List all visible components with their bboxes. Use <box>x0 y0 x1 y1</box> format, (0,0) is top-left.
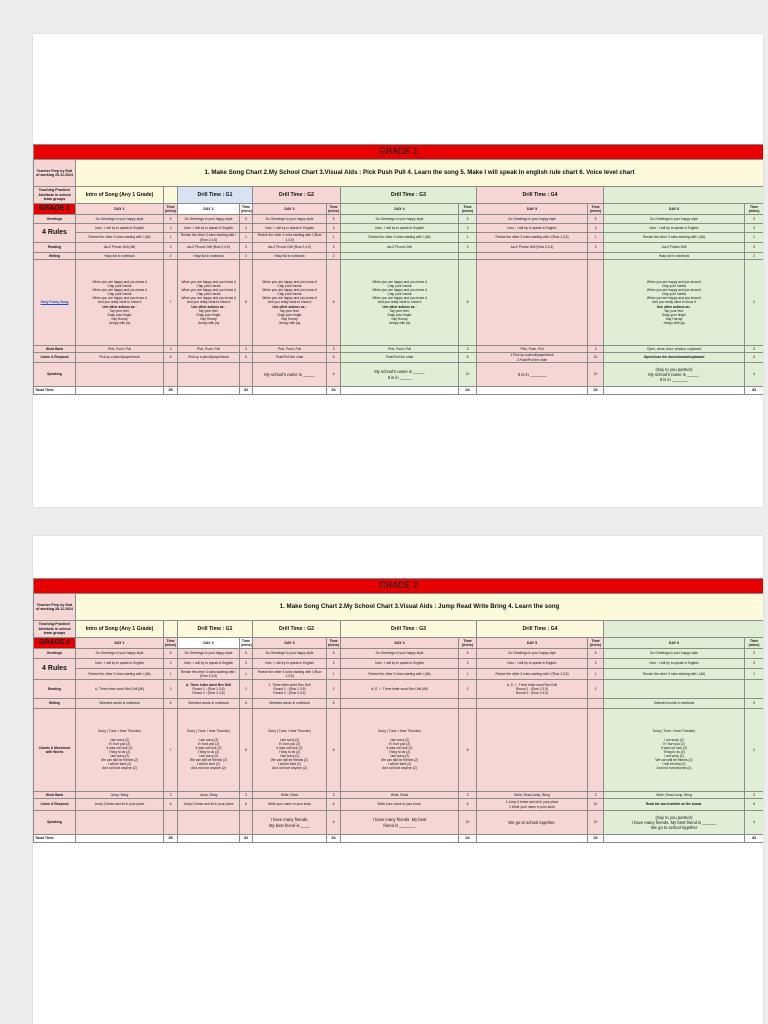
reading-cell: 1. Three letter word Rev Drill Round 1 : (Row 1,3,5) Round 2 : (Row 2,4,5) <box>253 680 327 699</box>
day-header: DAY 5 <box>477 638 588 649</box>
time-cell: 6 <box>327 353 341 363</box>
total-time-value: 33 <box>745 835 764 843</box>
rules-cell: Revise the other 3 rules starting with I (Row 1,3,5) <box>477 669 588 680</box>
intro-song-header: Intro of Song (Any 1 Grade) <box>76 621 164 638</box>
writing-cell: Hoky full in notebook <box>604 253 745 260</box>
rules-cell: Revise the other 3 rules starting with I (All) <box>76 669 164 680</box>
chants-movement-label: Chants & Movement with Words <box>34 709 76 792</box>
time-header: Time (mins) <box>588 638 604 649</box>
listen-cell: Pick up a pencil/paper/book <box>76 353 164 363</box>
time-cell: 3 <box>745 649 764 659</box>
time-cell: 3 <box>588 224 604 233</box>
time-cell: 2 <box>745 709 764 792</box>
listen-cell: Read the word written on the board. <box>604 799 745 811</box>
teacher-prep-label: Teacher Prep by End of working 25.11.2024 <box>34 160 76 187</box>
time-cell: 2 <box>240 680 253 699</box>
word-bank-label: Word Bank <box>34 792 76 799</box>
total-time-value: 35 <box>164 387 178 395</box>
time-cell: 1 <box>588 233 604 243</box>
time-cell: 3 <box>327 659 341 669</box>
grade-1-plan-table <box>33 144 763 395</box>
grade-label: GRADE 1 <box>34 204 76 215</box>
reading-cell: Aa-Z Phonic Drill (Row 2,4,5) <box>253 243 327 253</box>
listen-cell: Jump 3 times and sit in your place <box>178 799 240 811</box>
time-cell: 1 <box>459 233 477 243</box>
time-cell: 5 <box>164 215 178 224</box>
listen-cell: Open/close the door/window/cupboard <box>604 353 745 363</box>
reading-cell: Aa-Z Phonic Drill <box>341 243 459 253</box>
drill-time-g3: Drill Time : G3 <box>341 621 477 638</box>
time-header: Time (mins) <box>241 204 252 213</box>
time-cell: 2 <box>459 680 477 699</box>
teaching-practice-label: Teaching Practice/ Artefacts in school team groups <box>34 187 76 204</box>
reading-cell: A. Three letter word Rev Drill Round 1 : (Row 1,3,5) Round 2 : (Row 2,4,5) <box>178 680 240 699</box>
time-cell: 1 <box>459 669 477 680</box>
song-lyrics-cell: When you are happy and you know it Clap your hands When you are happy and you know it Clap your hands When you are happy and you know it And you really want to show it Use other actions as : Tap your feet, Snap your finger Say Hurray Jumpy with joy <box>604 260 745 346</box>
time-cell: 2 <box>327 680 341 699</box>
total-time-value: 34 <box>327 387 341 395</box>
day-header: DAY 1 <box>76 638 164 649</box>
reading-cell: Aa-Z Phonic Drill (All) <box>76 243 164 253</box>
reading-cell: A. Three letter word Rev Drill (All) <box>76 680 164 699</box>
time-cell: 1 <box>745 233 764 243</box>
time-cell: 10 <box>588 363 604 387</box>
writing-cell: Selected words in notebook <box>604 699 745 709</box>
reading-cell: A, E, I : Three letter word Rev Drill (All) <box>341 680 459 699</box>
total-time-value: 33 <box>588 835 604 843</box>
total-time-value: 34 <box>459 835 477 843</box>
reading-label: Reading <box>34 680 76 699</box>
time-cell: 3 <box>459 243 477 253</box>
time-cell: 3 <box>327 224 341 233</box>
total-time-value: 35 <box>164 835 178 843</box>
writing-cell: Hoky full in notebook <box>178 253 240 260</box>
time-cell: 1 <box>327 233 341 243</box>
greetings-cell: Do Greetings in your happy style <box>76 215 164 224</box>
document-page-2 <box>33 536 763 1024</box>
reading-cell: A, E, I : Three letter word Rev Drill Round 1 : (Row 1,3,5) Round 2 : (Row 2,4,5) <box>477 680 588 699</box>
time-cell: 6 <box>240 353 253 363</box>
time-cell: 8 <box>327 260 341 346</box>
time-cell: 5 <box>164 699 178 709</box>
song-lyrics-cell: When you are happy and you know it Clap your hands When you are happy and you know it Clap your hands When you are happy and you know it And you really want to show it Use other actions as : Tap your feet, Snap your finger Say Hurray Jumpy with joy <box>76 260 164 346</box>
greetings-cell: Do Greetings in your happy style <box>477 649 588 659</box>
speaking-label: Speaking <box>34 811 76 835</box>
total-time-label: Total Time <box>34 835 76 843</box>
greetings-label: Greetings <box>34 215 76 224</box>
time-header: Time (mins) <box>588 204 604 215</box>
document-page-1 <box>33 34 763 507</box>
time-cell: 3 <box>240 346 253 353</box>
listen-cell: Push/Pull the chair <box>253 353 327 363</box>
song-lyrics-cell: When you are happy and you know it Clap your hands When you are happy and you know it Clap your hands When you are happy and you know it And you really want to show it Use other actions as : Tap your feet, Snap your finger Say Hurray Jumpy with joy <box>178 260 240 346</box>
word-bank-cell: Jump, Bring <box>178 792 240 799</box>
time-header: Time (mins) <box>241 638 252 647</box>
time-cell: 2 <box>240 253 253 260</box>
time-cell: 3 <box>164 224 178 233</box>
time-cell: 1 <box>588 669 604 680</box>
word-bank-cell: Pick, Push, Pull <box>178 346 240 353</box>
greetings-cell: Do Greetings in your happy style <box>76 649 164 659</box>
rules-cell: Revise the other 3 rules starting with I (Row 2,4,5) <box>178 233 240 243</box>
time-cell: 3 <box>240 792 253 799</box>
greetings-cell: Do Greetings in your happy style <box>253 649 327 659</box>
time-header: Time (mins) <box>459 638 477 649</box>
time-cell: 5 <box>327 699 341 709</box>
time-cell: 3 <box>327 243 341 253</box>
song-lyrics-cell: Sorry ( Tune: I hear Thunder) I am sorry (2) If I hurt you (2) It was not nice (2) Thing to do (2) I am sorry (2) We can still be friends (2) I will be kind (2) And not hurt anyone (2) <box>76 709 164 792</box>
time-cell: 3 <box>745 224 764 233</box>
listen-cell: 1.Pick up a pencil/paper/book 2.Push/Pull the chair <box>477 353 588 363</box>
writing-cell: Selected words in notebook <box>178 699 240 709</box>
time-cell: 3 <box>327 792 341 799</box>
four-rules-label: 4 Rules <box>34 224 76 243</box>
listen-respond-label: Listen & Respond <box>34 353 76 363</box>
time-cell: 6 <box>164 353 178 363</box>
greetings-cell: Do Greetings in your happy style <box>604 215 745 224</box>
greetings-cell: Do Greetings in your happy style <box>178 649 240 659</box>
time-cell: 3 <box>745 659 764 669</box>
time-cell: 2 <box>327 253 341 260</box>
writing-cell: Hoky full in notebook <box>253 253 327 260</box>
grade-2-plan-table <box>33 578 763 843</box>
total-time-label: Total Time <box>34 387 76 395</box>
greetings-cell: Do Greetings in your happy style <box>178 215 240 224</box>
song-lyrics-cell: When you are happy and you know it Clap your hands When you are happy and you know it Clap your hands When you are happy and you know it And you really want to show it Use other actions as : Tap your feet, Snap your finger Say Hurray Jumpy with joy <box>253 260 327 346</box>
word-bank-cell: Write, Read,Jump, Bring <box>604 792 745 799</box>
word-bank-cell: Pick, Push, Pull <box>253 346 327 353</box>
listen-cell: Pick up a pencil/paper/book <box>178 353 240 363</box>
time-cell: 1 <box>164 669 178 680</box>
time-cell: 5 <box>459 353 477 363</box>
grade-label: GRADE 2 <box>34 638 76 649</box>
time-cell: 5 <box>327 649 341 659</box>
time-cell: 3 <box>459 792 477 799</box>
song-lyrics-cell: Sorry ( Tune: I hear Thunder) I am sorry (2) If I hurt you (2) It was not nice (2) Thing to do (2) I am sorry (2) We can still be friends (2) I will be kind (2) And not hurt anyone (2) <box>341 709 459 792</box>
speaking-cell: (Say to you partner) My school's name is _____. It is in _______ <box>604 363 745 387</box>
time-cell: 5 <box>240 215 253 224</box>
greetings-cell: Do Greetings in your happy style <box>604 649 745 659</box>
time-header: Time (mins) <box>165 204 176 213</box>
day-header: DAY 5 <box>477 204 588 215</box>
writing-label: Writing <box>34 253 76 260</box>
reading-label: Reading <box>34 243 76 253</box>
greetings-cell: Do Greetings in your happy style <box>253 215 327 224</box>
time-header: Time (mins) <box>328 638 339 647</box>
word-bank-cell: Write, Read,Jump, Bring <box>477 792 588 799</box>
total-time-value: 32 <box>240 387 253 395</box>
song-link[interactable]: Hoky Pokey Song <box>40 300 69 305</box>
rules-cell: Intro : I will try to speak in English <box>178 224 240 233</box>
time-cell: 10 <box>588 811 604 835</box>
time-cell: 8 <box>240 260 253 346</box>
rules-cell: Revise the other 3 rules starting with I (All) <box>604 233 745 243</box>
time-cell: 2 <box>164 680 178 699</box>
drill-time-g2: Drill Time : G2 <box>253 187 341 204</box>
rules-cell: Intro : I will try to speak in English <box>604 659 745 669</box>
time-cell: 3 <box>240 243 253 253</box>
reading-cell: Aa-Z Phonic Drill (Row 2,4,5) <box>178 243 240 253</box>
rules-cell: Revise the other 3 rules starting with I (All) <box>341 669 459 680</box>
writing-cell: Selected words in notebook <box>253 699 327 709</box>
time-cell: 1 <box>327 669 341 680</box>
listen-respond-label: Listen & Respond <box>34 799 76 811</box>
time-header: Time (mins) <box>459 204 477 215</box>
day-header: DAY 1 <box>76 204 164 215</box>
speaking-label: Speaking <box>34 363 76 387</box>
listen-cell: Write your name in your book <box>253 799 327 811</box>
time-cell: 10 <box>588 799 604 811</box>
rules-cell: Intro : I will try to speak in English <box>477 659 588 669</box>
time-cell: 3 <box>164 792 178 799</box>
rules-cell: Intro : I will try to speak in English <box>253 659 327 669</box>
teacher-prep-label: Teacher Prep by End of working 28.11.2024 <box>34 594 76 621</box>
time-cell: 2 <box>588 680 604 699</box>
listen-cell: Jump 3 times and sit in your place <box>76 799 164 811</box>
total-time-value: 34 <box>327 835 341 843</box>
time-header: Time (mins) <box>745 204 764 215</box>
greetings-cell: Do Greetings in your happy style <box>341 649 459 659</box>
writing-label: Writing <box>34 699 76 709</box>
time-cell: 6 <box>164 799 178 811</box>
time-cell: 3 <box>588 659 604 669</box>
rules-cell: Revise the other 3 rules starting with I (All) <box>76 233 164 243</box>
day-header: DAY 3 <box>253 638 327 649</box>
time-cell: 5 <box>588 215 604 224</box>
time-cell: 2 <box>745 260 764 346</box>
intro-song-header: Intro of Song (Any 1 Grade) <box>76 187 164 204</box>
rules-cell: Revise the other 3 rules starting with I (All) <box>604 669 745 680</box>
time-cell: 8 <box>459 709 477 792</box>
four-rules-label: 4 Rules <box>34 659 76 680</box>
rules-cell: Intro : I will try to speak in English <box>604 224 745 233</box>
day-header: DAY 4 <box>341 204 459 215</box>
time-cell: 4 <box>745 363 764 387</box>
time-cell: 8 <box>327 709 341 792</box>
time-cell: 3 <box>459 659 477 669</box>
word-bank-cell: Pick, Push, Pull <box>341 346 459 353</box>
word-bank-cell: Open, close, door, window, cupboard <box>604 346 745 353</box>
time-cell: 8 <box>240 709 253 792</box>
time-cell: 5 <box>745 699 764 709</box>
time-cell: 6 <box>745 353 764 363</box>
day-header: DAY 6 <box>604 638 745 649</box>
time-cell: 5 <box>588 649 604 659</box>
drill-time-g1: Drill Time : G1 <box>178 621 253 638</box>
time-cell: 6 <box>327 811 341 835</box>
word-bank-cell: Write, Read <box>341 792 459 799</box>
rules-cell: Intro : I will try to speak in English <box>253 224 327 233</box>
song-label[interactable] <box>34 260 76 346</box>
time-cell: 2 <box>745 253 764 260</box>
rules-cell: Revise the other 3 rules starting with I (Row 1,3,5) <box>253 669 327 680</box>
word-bank-cell: Pick, Push, Pull <box>477 346 588 353</box>
word-bank-cell: Write, Read <box>253 792 327 799</box>
time-cell: 5 <box>459 215 477 224</box>
time-cell: 3 <box>459 346 477 353</box>
time-header: Time (mins) <box>745 638 764 649</box>
time-cell: 6 <box>745 799 764 811</box>
time-cell: 6 <box>240 799 253 811</box>
time-cell: 2 <box>164 253 178 260</box>
day-header: DAY 6 <box>604 204 745 215</box>
rules-cell: Intro : I will try to speak in English <box>178 659 240 669</box>
drill-time-g4: Drill Time : G4 <box>477 187 604 204</box>
time-cell: 5 <box>327 215 341 224</box>
time-cell: 3 <box>745 792 764 799</box>
song-lyrics-cell: When you are happy and you know it Clap your hands When you are happy and you know it Clap your hands When you are happy and you know it And you really want to show it Use other actions as : Tap your feet, Snap your finger Say Hurray Jumpy with joy <box>341 260 459 346</box>
rules-cell: Intro : I will try to speak in English <box>341 224 459 233</box>
grade-title: GRADE 1 <box>34 145 764 160</box>
song-lyrics-cell: Sorry ( Tune: I hear Thunder) I am sorry (2) If I hurt you (2) It was not nice (2) Thing to do (2) I am sorry (2) We can still be friends (2) I will be kind (2) And not hurt anyone (2) <box>253 709 327 792</box>
total-time-value: 32 <box>240 835 253 843</box>
time-cell: 1 <box>240 669 253 680</box>
time-cell: 3 <box>164 346 178 353</box>
speaking-cell: It is in _______ <box>477 363 588 387</box>
rules-cell: Intro : I will try to speak in English <box>76 224 164 233</box>
time-cell: 6 <box>327 799 341 811</box>
time-cell: 3 <box>745 215 764 224</box>
speaking-cell: I have many friends. My best friend is ____ <box>253 811 327 835</box>
time-cell: 3 <box>240 659 253 669</box>
time-cell: 5 <box>459 799 477 811</box>
time-cell: 8 <box>459 260 477 346</box>
speaking-cell: We go to school together. <box>477 811 588 835</box>
listen-cell: Write your name in your book. <box>341 799 459 811</box>
time-cell: 3 <box>745 346 764 353</box>
time-cell: 10 <box>459 811 477 835</box>
greetings-label: Greetings <box>34 649 76 659</box>
drill-time-g1: Drill Time : G1 <box>178 187 253 204</box>
total-time-value: 34 <box>459 387 477 395</box>
time-cell: 3 <box>459 224 477 233</box>
drill-time-g3: Drill Time : G3 <box>341 187 477 204</box>
time-cell: 1 <box>745 669 764 680</box>
time-cell: 4 <box>745 811 764 835</box>
listen-cell: 1.Jump 3 times and sit in your place 2.Write your name in your book <box>477 799 588 811</box>
total-time-value: 33 <box>745 387 764 395</box>
time-cell: 1 <box>240 233 253 243</box>
greetings-cell: Do Greetings in your happy style <box>477 215 588 224</box>
drill-time-g4: Drill Time : G4 <box>477 621 604 638</box>
rules-cell: Revise the other 3 rules starting with I (Row 1,3,5) <box>477 233 588 243</box>
time-cell: 3 <box>164 659 178 669</box>
time-cell: 3 <box>745 243 764 253</box>
drill-time-g2: Drill Time : G2 <box>253 621 341 638</box>
time-cell: 3 <box>588 243 604 253</box>
speaking-cell: I have many friends. My best friend is _______ <box>341 811 459 835</box>
speaking-cell: (Say to you partner) I have many friends. My best friend is ______ We go to school together <box>604 811 745 835</box>
time-cell: 6 <box>327 363 341 387</box>
song-lyrics-cell: Sorry ( Tune: I hear Thunder) I am sorry (2) If I hurt you (2) It was not nice (2) Thing to do (2) I am sorry (2) We can still be friends (2) I will be kind (2) And not hurt anyone (2) <box>178 709 240 792</box>
time-cell: 5 <box>459 649 477 659</box>
time-cell: 3 <box>588 792 604 799</box>
rules-cell: Intro : I will try to speak in English <box>341 659 459 669</box>
song-lyrics-cell: Sorry ( Tune: I hear Thunder) I am sorry (2) If I hurt you (2) It was not nice (2) Thing to do (2) I am sorry (2) We can still be friends (2) I will be kind (2) And not hurt anyone (2) <box>604 709 745 792</box>
word-bank-label: Word Bank <box>34 346 76 353</box>
time-cell: 10 <box>588 353 604 363</box>
rules-cell: Revise the other 3 rules starting with I (Row 1,3,5) <box>253 233 327 243</box>
teaching-practice-label: Teaching Practice/ Artefacts in school team groups <box>34 621 76 638</box>
day-header: DAY 2 <box>178 204 240 215</box>
rules-cell: Revise the other 3 rules starting with I (Row 2,4,5) <box>178 669 240 680</box>
time-cell: 3 <box>240 224 253 233</box>
time-cell: 10 <box>459 363 477 387</box>
writing-cell: Selected words in notebook <box>76 699 164 709</box>
teacher-prep-topics: 1. Make Song Chart 2.My School Chart 3.Visual Aids : Pick Push Pull 4. Learn the song 5. Make I will speak in english rule chart 6. Voice level chart <box>76 160 764 187</box>
time-header: Time (mins) <box>328 204 339 213</box>
time-cell: 3 <box>164 243 178 253</box>
word-bank-cell: Pick, Push, Pull <box>76 346 164 353</box>
grade-title: GRADE 2 <box>34 579 764 594</box>
speaking-cell: My school's name is _____ It is in _____ <box>341 363 459 387</box>
time-cell: 1 <box>164 233 178 243</box>
reading-cell: Aa-Z Phonic Drill (Row 2,4,5) <box>477 243 588 253</box>
greetings-cell: Do Greetings in your happy style <box>341 215 459 224</box>
speaking-cell: My school's name is _____ <box>253 363 327 387</box>
day-header: DAY 3 <box>253 204 327 215</box>
time-cell: 7 <box>164 260 178 346</box>
day-header: DAY 2 <box>178 638 240 649</box>
time-cell: 5 <box>240 699 253 709</box>
day-header: DAY 4 <box>341 638 459 649</box>
listen-cell: Push/Pull the chair <box>341 353 459 363</box>
rules-cell: Intro : I will try to speak in English <box>76 659 164 669</box>
time-cell: 3 <box>327 346 341 353</box>
writing-cell: Hoky full in notebook <box>76 253 164 260</box>
total-time-value: 33 <box>588 387 604 395</box>
time-cell: 7 <box>164 709 178 792</box>
rules-cell: Revise the other 3 rules starting with I (All) <box>341 233 459 243</box>
time-cell: 5 <box>240 649 253 659</box>
word-bank-cell: Jump, Bring <box>76 792 164 799</box>
reading-cell: Aa-Z Phonic Drill <box>604 243 745 253</box>
time-cell: 3 <box>588 346 604 353</box>
time-cell: 5 <box>164 649 178 659</box>
rules-cell: Intro : I will try to speak in English <box>477 224 588 233</box>
time-header: Time (mins) <box>165 638 176 647</box>
teacher-prep-topics: 1. Make Song Chart 2.My School Chart 3.Visual Aids : Jump Read Write Bring 4. Learn the song <box>76 594 764 621</box>
